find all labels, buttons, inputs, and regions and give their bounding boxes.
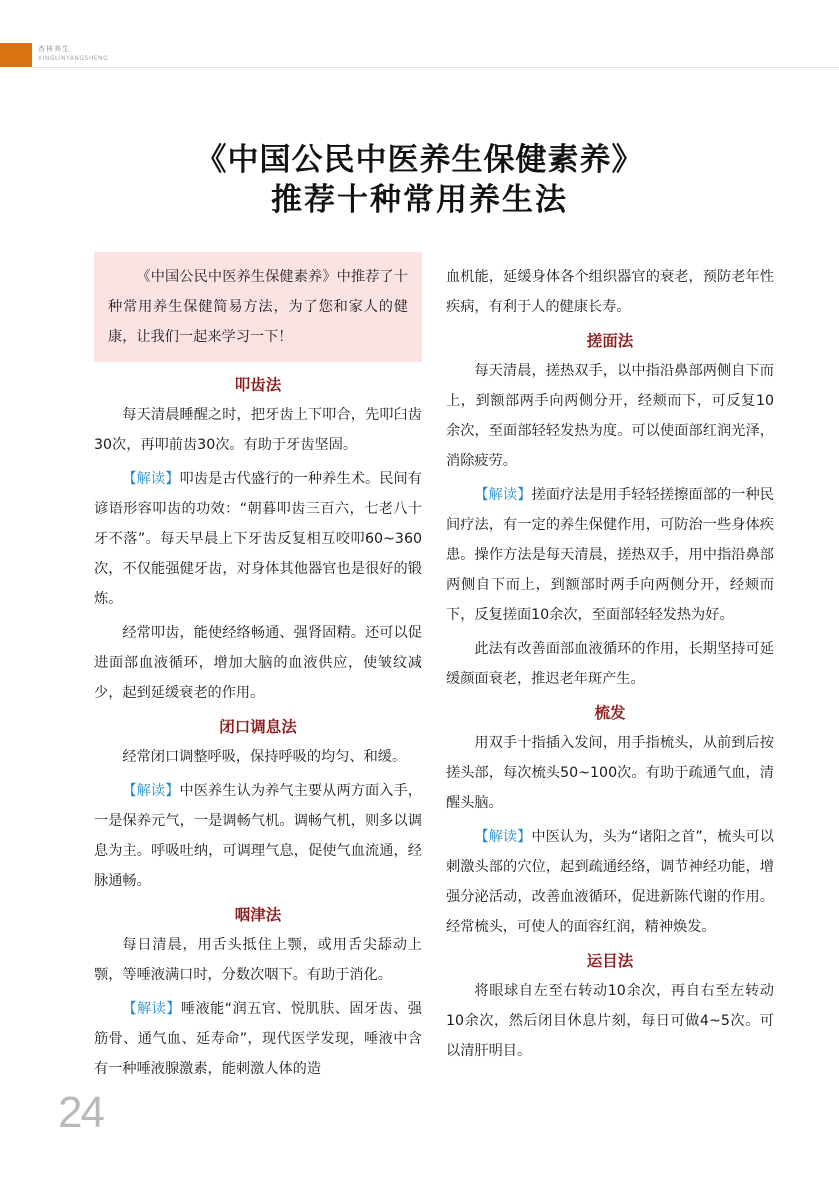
section-title-yanjin: 咽津法 xyxy=(234,906,282,924)
kouchi-jiedu xyxy=(94,464,422,614)
bikou-paragraph: 经常闭口调整呼吸，保持呼吸的均匀、和缓。 xyxy=(122,749,407,765)
section-title-cuomian: 搓面法 xyxy=(586,332,634,350)
intro-text: 《中国公民中医养生保健素养》中推荐了十种常用养生保健简易方法，为了您和家人的健康，让我们一起来学习一下！ xyxy=(108,269,408,345)
kouchi-jiedu-text: 叩齿是古代盛行的一种养生术。民间有谚语形容叩齿的功效：“朝暮叩齿三百六，七老八十牙不落”。每天早晨上下牙齿反复相互咬叩60~360次，不仅能强健牙齿，对身体其他器官也是很好的锻炼。 xyxy=(94,471,422,607)
jiedu-tag: 【解读】 xyxy=(122,471,180,487)
right-column xyxy=(446,262,774,1070)
section-title-shufa: 梳发 xyxy=(594,704,626,722)
shufa-paragraph: 用双手十指插入发间，用手指梳头，从前到后按搓头部，每次梳头50~100次。有助于疏通气血，清醒头脑。 xyxy=(446,735,774,811)
shufa-jiedu-text: 中医认为，头为“诸阳之首”，梳头可以刺激头部的穴位，起到疏通经络，调节神经功能，增强分泌活动，改善血液循环，促进新陈代谢的作用。经常梳头，可使人的面容红润，精神焕发。 xyxy=(446,829,774,935)
yanjin-jiedu xyxy=(94,994,422,1084)
jiedu-tag: 【解读】 xyxy=(122,783,180,799)
title-line-1: 《中国公民中医养生保健素养》 xyxy=(195,142,644,178)
header-divider xyxy=(32,67,839,68)
header-accent-bar xyxy=(0,43,32,67)
article-title xyxy=(0,140,839,220)
cuomian-jiedu xyxy=(446,480,774,630)
cuomian-jiedu-text: 搓面疗法是用手轻轻搓擦面部的一种民间疗法，有一定的养生保健作用，可防治一些身体疾患。操作方法是每天清晨，搓热双手，用中指沿鼻部两侧自下而上，到额部时两手向两侧分开，经颊而下，反复搓面10余次，至面部轻轻发热为好。 xyxy=(446,487,774,623)
header-column-pinyin: XINGLINYANGSHENG xyxy=(38,55,109,62)
jiedu-tag: 【解读】 xyxy=(474,829,532,845)
yanjin-jiedu-continued: 血机能，延缓身体各个组织器官的衰老，预防老年性疾病，有利于人的健康长寿。 xyxy=(446,269,774,315)
yunmu-paragraph: 将眼球自左至右转动10余次，再自右至左转动10余次，然后闭目休息片刻，每日可做4~5次。可以清肝明目。 xyxy=(446,983,774,1059)
yanjin-jiedu-text: 唾液能“润五官、悦肌肤、固牙齿、强筋骨、通气血、延寿命”，现代医学发现，唾液中含有一种唾液腺激素，能刺激人体的造 xyxy=(94,1001,422,1077)
intro-box xyxy=(94,252,422,362)
page-number: 24 xyxy=(58,1088,103,1137)
kouchi-paragraph-2: 经常叩齿，能使经络畅通、强肾固精。还可以促进面部血液循环，增加大脑的血液供应，使皱纹减少，起到延缓衰老的作用。 xyxy=(94,625,422,701)
section-title-bikou: 闭口调息法 xyxy=(219,718,297,736)
header-column-name: 杏林养生 xyxy=(38,45,70,53)
section-title-yunmu: 运目法 xyxy=(586,952,634,970)
section-title-kouchi: 叩齿法 xyxy=(234,376,282,394)
bikou-jiedu xyxy=(94,776,422,896)
kouchi-paragraph: 每天清晨睡醒之时，把牙齿上下叩合，先叩臼齿30次，再叩前齿30次。有助于牙齿坚固。 xyxy=(94,407,422,453)
jiedu-tag: 【解读】 xyxy=(122,1001,181,1017)
shufa-jiedu xyxy=(446,822,774,942)
cuomian-paragraph: 每天清晨，搓热双手，以中指沿鼻部两侧自下而上，到额部两手向两侧分开，经颊而下，可反复10余次，至面部轻轻发热为度。可以使面部红润光泽，消除疲劳。 xyxy=(446,363,774,469)
jiedu-tag: 【解读】 xyxy=(474,487,532,503)
left-column xyxy=(94,252,422,1088)
cuomian-paragraph-2: 此法有改善面部血液循环的作用，长期坚持可延缓颜面衰老，推迟老年斑产生。 xyxy=(446,641,774,687)
title-line-2: 推荐十种常用养生法 xyxy=(271,182,568,218)
yanjin-paragraph: 每日清晨，用舌头抵住上颚，或用舌尖舔动上颚，等唾液满口时，分数次咽下。有助于消化。 xyxy=(94,937,422,983)
bikou-jiedu-text: 中医养生认为养气主要从两方面入手，一是保养元气，一是调畅气机。调畅气机，则多以调息为主。呼吸吐纳，可调理气息，促使气血流通，经脉通畅。 xyxy=(94,783,422,889)
